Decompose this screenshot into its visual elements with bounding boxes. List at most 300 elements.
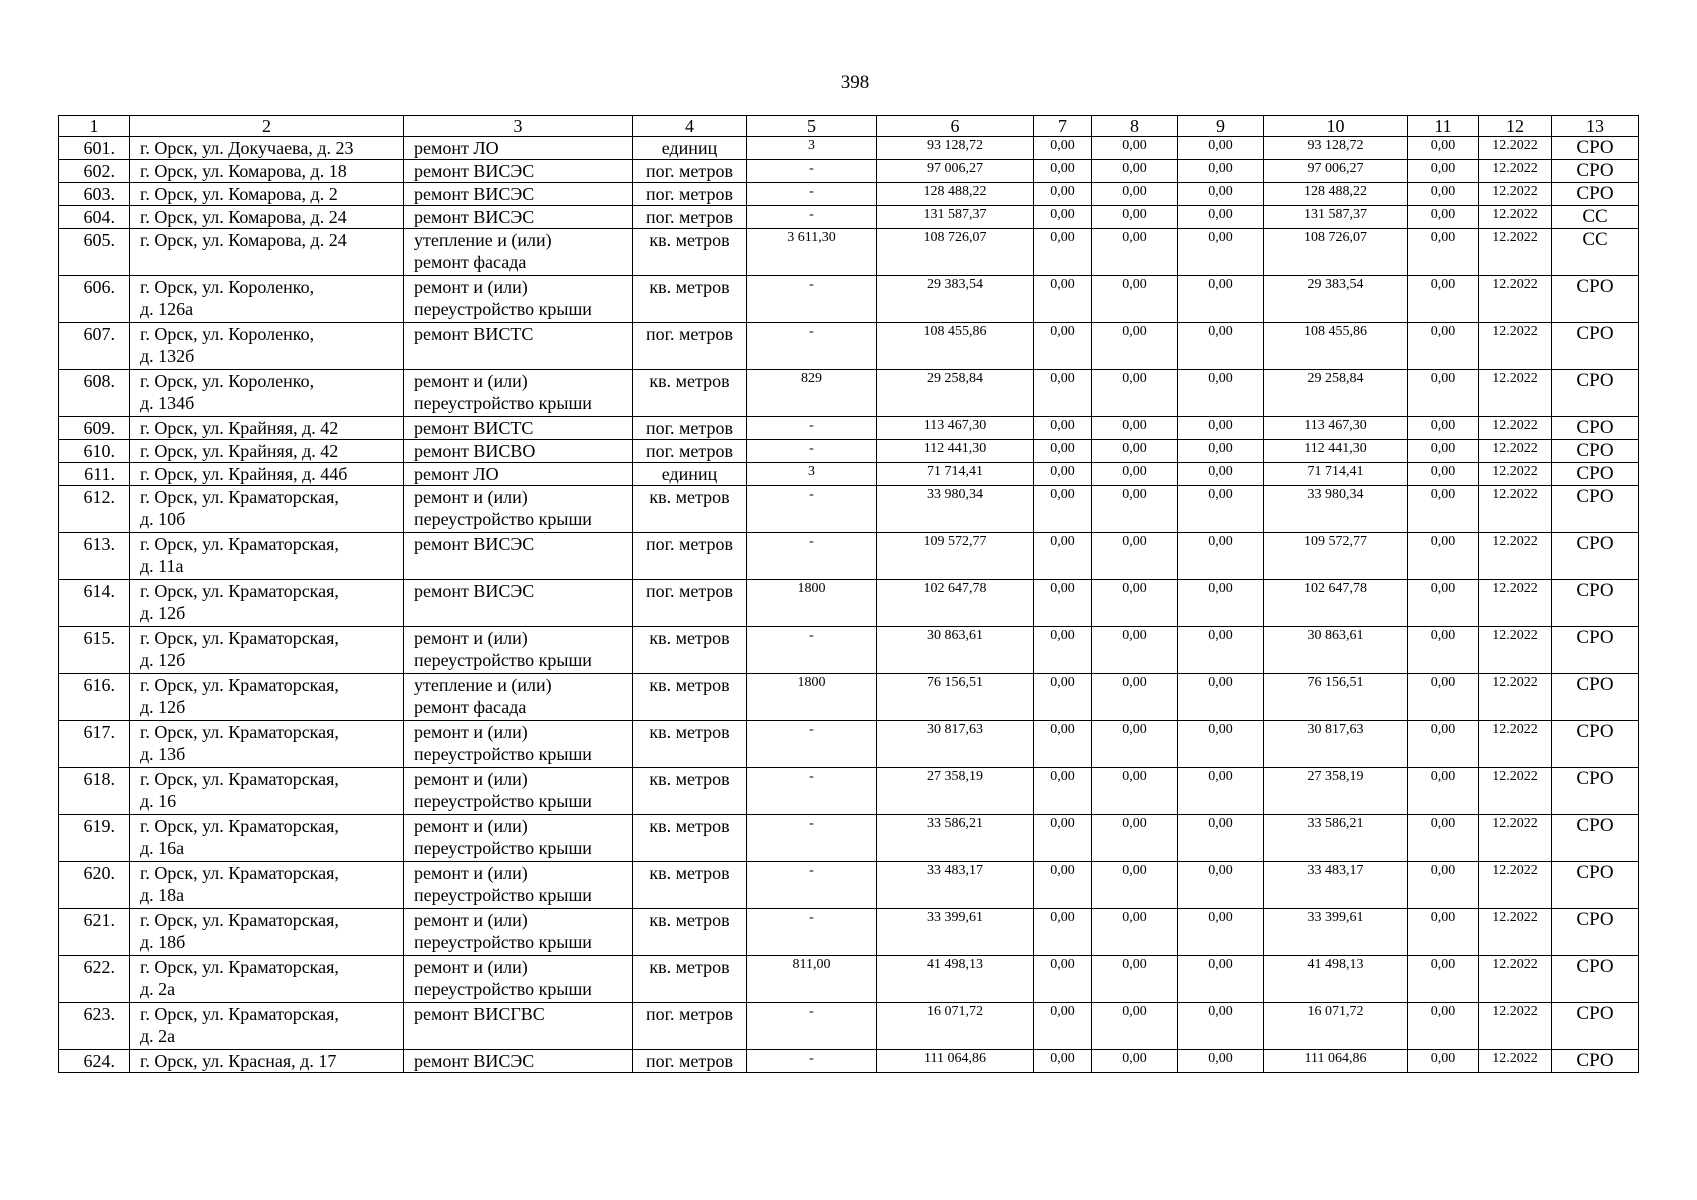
- executor-cell: СРО: [1552, 137, 1639, 160]
- date-cell: 12.2022: [1479, 417, 1552, 440]
- col7-cell: 0,00: [1034, 674, 1092, 721]
- column-header: 10: [1264, 116, 1408, 137]
- work-type-cell-line: переустройство крыши: [414, 932, 592, 952]
- table-row: [59, 909, 1639, 956]
- unit-cell: кв. метров: [633, 768, 747, 815]
- quantity-cell: -: [747, 440, 877, 463]
- col11-cell: 0,00: [1408, 229, 1479, 276]
- address-cell-line: г. Орск, ул. Краматорская,: [140, 863, 339, 883]
- address-cell: [130, 815, 404, 862]
- total-cost-cell: 33 980,34: [877, 486, 1034, 533]
- quantity-cell: 1800: [747, 674, 877, 721]
- work-type-cell-line: утепление и (или): [414, 230, 552, 250]
- table-row: [59, 370, 1639, 417]
- col11-cell: 0,00: [1408, 440, 1479, 463]
- col11-cell: 0,00: [1408, 160, 1479, 183]
- col7-cell: 0,00: [1034, 276, 1092, 323]
- table-row: [59, 721, 1639, 768]
- address-cell-line: г. Орск, ул. Краматорская,: [140, 722, 339, 742]
- col9-cell: 0,00: [1178, 370, 1264, 417]
- executor-cell: СРО: [1552, 463, 1639, 486]
- col11-cell: 0,00: [1408, 533, 1479, 580]
- quantity-cell: -: [747, 862, 877, 909]
- table-row: [59, 440, 1639, 463]
- col9-cell: 0,00: [1178, 956, 1264, 1003]
- table-row: [59, 862, 1639, 909]
- work-type-cell: [404, 206, 633, 229]
- work-type-cell: [404, 862, 633, 909]
- executor-cell: СРО: [1552, 862, 1639, 909]
- col7-cell: 0,00: [1034, 721, 1092, 768]
- col10-cell: 109 572,77: [1264, 533, 1408, 580]
- col7-cell: 0,00: [1034, 370, 1092, 417]
- date-cell: 12.2022: [1479, 463, 1552, 486]
- work-type-cell: [404, 533, 633, 580]
- work-type-cell-line: переустройство крыши: [414, 299, 592, 319]
- total-cost-cell: 33 399,61: [877, 909, 1034, 956]
- col10-cell: 71 714,41: [1264, 463, 1408, 486]
- col9-cell: 0,00: [1178, 909, 1264, 956]
- address-cell-line: г. Орск, ул. Краматорская,: [140, 628, 339, 648]
- col11-cell: 0,00: [1408, 956, 1479, 1003]
- total-cost-cell: 76 156,51: [877, 674, 1034, 721]
- work-type-cell: [404, 956, 633, 1003]
- work-type-cell-line: ремонт ВИСТС: [414, 324, 534, 344]
- row-number: 622.: [59, 956, 130, 1003]
- total-cost-cell: 112 441,30: [877, 440, 1034, 463]
- work-type-cell-line: ремонт ЛО: [414, 138, 499, 158]
- col8-cell: 0,00: [1092, 909, 1178, 956]
- address-cell: [130, 463, 404, 486]
- col9-cell: 0,00: [1178, 721, 1264, 768]
- executor-cell: СРО: [1552, 533, 1639, 580]
- address-cell: [130, 674, 404, 721]
- unit-cell: кв. метров: [633, 909, 747, 956]
- address-cell-line: г. Орск, ул. Крайняя, д. 44б: [140, 464, 348, 484]
- col10-cell: 16 071,72: [1264, 1003, 1408, 1050]
- address-cell: [130, 229, 404, 276]
- address-cell-line: г. Орск, ул. Краматорская,: [140, 1004, 339, 1024]
- executor-cell: СРО: [1552, 580, 1639, 627]
- table-row: [59, 463, 1639, 486]
- address-cell-line: г. Орск, ул. Краматорская,: [140, 957, 339, 977]
- col11-cell: 0,00: [1408, 1003, 1479, 1050]
- executor-cell: СРО: [1552, 1050, 1639, 1073]
- date-cell: 12.2022: [1479, 183, 1552, 206]
- row-number: 618.: [59, 768, 130, 815]
- work-type-cell-line: ремонт и (или): [414, 816, 528, 836]
- col8-cell: 0,00: [1092, 768, 1178, 815]
- col8-cell: 0,00: [1092, 580, 1178, 627]
- table-row: [59, 137, 1639, 160]
- col7-cell: 0,00: [1034, 533, 1092, 580]
- unit-cell: кв. метров: [633, 862, 747, 909]
- unit-cell: пог. метров: [633, 580, 747, 627]
- total-cost-cell: 30 817,63: [877, 721, 1034, 768]
- col8-cell: 0,00: [1092, 1003, 1178, 1050]
- executor-cell: СРО: [1552, 627, 1639, 674]
- executor-cell: СРО: [1552, 276, 1639, 323]
- address-cell: [130, 627, 404, 674]
- col8-cell: 0,00: [1092, 721, 1178, 768]
- work-type-cell: [404, 323, 633, 370]
- address-cell-line: г. Орск, ул. Короленко,: [140, 324, 315, 344]
- col10-cell: 33 586,21: [1264, 815, 1408, 862]
- total-cost-cell: 131 587,37: [877, 206, 1034, 229]
- col7-cell: 0,00: [1034, 206, 1092, 229]
- unit-cell: пог. метров: [633, 323, 747, 370]
- col8-cell: 0,00: [1092, 206, 1178, 229]
- col11-cell: 0,00: [1408, 580, 1479, 627]
- address-cell: [130, 183, 404, 206]
- work-type-cell-line: переустройство крыши: [414, 509, 592, 529]
- work-type-cell: [404, 160, 633, 183]
- total-cost-cell: 41 498,13: [877, 956, 1034, 1003]
- executor-cell: СРО: [1552, 721, 1639, 768]
- work-type-cell-line: переустройство крыши: [414, 393, 592, 413]
- unit-cell: кв. метров: [633, 721, 747, 768]
- col10-cell: 108 726,07: [1264, 229, 1408, 276]
- address-cell-line: д. 18б: [140, 932, 186, 952]
- address-cell-line: г. Орск, ул. Комарова, д. 24: [140, 207, 347, 227]
- unit-cell: пог. метров: [633, 533, 747, 580]
- col10-cell: 30 817,63: [1264, 721, 1408, 768]
- date-cell: 12.2022: [1479, 160, 1552, 183]
- total-cost-cell: 109 572,77: [877, 533, 1034, 580]
- table-row: [59, 768, 1639, 815]
- col11-cell: 0,00: [1408, 183, 1479, 206]
- col7-cell: 0,00: [1034, 627, 1092, 674]
- address-cell-line: г. Орск, ул. Комарова, д. 2: [140, 184, 338, 204]
- col10-cell: 41 498,13: [1264, 956, 1408, 1003]
- col7-cell: 0,00: [1034, 862, 1092, 909]
- work-type-cell-line: ремонт и (или): [414, 371, 528, 391]
- row-number: 609.: [59, 417, 130, 440]
- executor-cell: СРО: [1552, 486, 1639, 533]
- address-cell-line: г. Орск, ул. Краматорская,: [140, 581, 339, 601]
- work-type-cell-line: ремонт фасада: [414, 252, 527, 272]
- date-cell: 12.2022: [1479, 627, 1552, 674]
- work-type-cell: [404, 370, 633, 417]
- address-cell-line: г. Орск, ул. Докучаева, д. 23: [140, 138, 354, 158]
- address-cell-line: д. 13б: [140, 744, 186, 764]
- work-type-cell-line: ремонт ВИСЭС: [414, 534, 535, 554]
- quantity-cell: 3: [747, 463, 877, 486]
- col11-cell: 0,00: [1408, 486, 1479, 533]
- executor-cell: СРО: [1552, 768, 1639, 815]
- date-cell: 12.2022: [1479, 1003, 1552, 1050]
- total-cost-cell: 108 726,07: [877, 229, 1034, 276]
- col8-cell: 0,00: [1092, 160, 1178, 183]
- address-cell-line: д. 12б: [140, 603, 186, 623]
- total-cost-cell: 30 863,61: [877, 627, 1034, 674]
- unit-cell: кв. метров: [633, 370, 747, 417]
- unit-cell: кв. метров: [633, 276, 747, 323]
- address-cell-line: г. Орск, ул. Короленко,: [140, 371, 315, 391]
- total-cost-cell: 108 455,86: [877, 323, 1034, 370]
- row-number: 605.: [59, 229, 130, 276]
- table-row: [59, 815, 1639, 862]
- table-row: [59, 486, 1639, 533]
- work-type-cell-line: переустройство крыши: [414, 650, 592, 670]
- executor-cell: СРО: [1552, 440, 1639, 463]
- row-number: 601.: [59, 137, 130, 160]
- column-header: 12: [1479, 116, 1552, 137]
- address-cell: [130, 768, 404, 815]
- col8-cell: 0,00: [1092, 440, 1178, 463]
- quantity-cell: -: [747, 627, 877, 674]
- address-cell-line: д. 18а: [140, 885, 185, 905]
- col8-cell: 0,00: [1092, 862, 1178, 909]
- executor-cell: СРО: [1552, 160, 1639, 183]
- col9-cell: 0,00: [1178, 862, 1264, 909]
- work-type-cell-line: переустройство крыши: [414, 744, 592, 764]
- date-cell: 12.2022: [1479, 674, 1552, 721]
- col9-cell: 0,00: [1178, 463, 1264, 486]
- work-type-cell-line: ремонт и (или): [414, 769, 528, 789]
- col7-cell: 0,00: [1034, 417, 1092, 440]
- address-cell-line: д. 10б: [140, 509, 186, 529]
- address-cell-line: г. Орск, ул. Краматорская,: [140, 675, 339, 695]
- table-row: [59, 1003, 1639, 1050]
- work-type-cell: [404, 721, 633, 768]
- work-type-cell-line: переустройство крыши: [414, 885, 592, 905]
- quantity-cell: -: [747, 323, 877, 370]
- col11-cell: 0,00: [1408, 674, 1479, 721]
- work-type-cell-line: переустройство крыши: [414, 791, 592, 811]
- col9-cell: 0,00: [1178, 229, 1264, 276]
- work-type-cell-line: ремонт ВИСЭС: [414, 184, 535, 204]
- column-number-row: [59, 116, 1639, 137]
- date-cell: 12.2022: [1479, 229, 1552, 276]
- quantity-cell: 3 611,30: [747, 229, 877, 276]
- column-header: 8: [1092, 116, 1178, 137]
- col9-cell: 0,00: [1178, 160, 1264, 183]
- quantity-cell: 3: [747, 137, 877, 160]
- address-cell-line: г. Орск, ул. Красная, д. 17: [140, 1051, 337, 1071]
- col11-cell: 0,00: [1408, 1050, 1479, 1073]
- work-type-cell: [404, 674, 633, 721]
- col11-cell: 0,00: [1408, 370, 1479, 417]
- total-cost-cell: 33 483,17: [877, 862, 1034, 909]
- table-row: [59, 956, 1639, 1003]
- col10-cell: 27 358,19: [1264, 768, 1408, 815]
- table-row: [59, 206, 1639, 229]
- column-header: 2: [130, 116, 404, 137]
- address-cell: [130, 862, 404, 909]
- col8-cell: 0,00: [1092, 627, 1178, 674]
- quantity-cell: -: [747, 417, 877, 440]
- unit-cell: единиц: [633, 137, 747, 160]
- col7-cell: 0,00: [1034, 1003, 1092, 1050]
- col11-cell: 0,00: [1408, 323, 1479, 370]
- col11-cell: 0,00: [1408, 206, 1479, 229]
- col7-cell: 0,00: [1034, 323, 1092, 370]
- table-row: [59, 674, 1639, 721]
- col10-cell: 102 647,78: [1264, 580, 1408, 627]
- work-type-cell-line: ремонт ВИСЭС: [414, 1051, 535, 1071]
- row-number: 613.: [59, 533, 130, 580]
- quantity-cell: 1800: [747, 580, 877, 627]
- date-cell: 12.2022: [1479, 815, 1552, 862]
- col8-cell: 0,00: [1092, 137, 1178, 160]
- row-number: 610.: [59, 440, 130, 463]
- address-cell: [130, 370, 404, 417]
- col7-cell: 0,00: [1034, 956, 1092, 1003]
- col9-cell: 0,00: [1178, 417, 1264, 440]
- total-cost-cell: 102 647,78: [877, 580, 1034, 627]
- col11-cell: 0,00: [1408, 815, 1479, 862]
- row-number: 616.: [59, 674, 130, 721]
- work-type-cell-line: переустройство крыши: [414, 838, 592, 858]
- capital-repair-table: [58, 115, 1639, 1073]
- column-header: 13: [1552, 116, 1639, 137]
- column-header: 4: [633, 116, 747, 137]
- work-type-cell-line: ремонт фасада: [414, 697, 527, 717]
- col10-cell: 29 258,84: [1264, 370, 1408, 417]
- col9-cell: 0,00: [1178, 815, 1264, 862]
- row-number: 621.: [59, 909, 130, 956]
- address-cell-line: г. Орск, ул. Крайняя, д. 42: [140, 441, 339, 461]
- unit-cell: единиц: [633, 463, 747, 486]
- address-cell-line: г. Орск, ул. Комарова, д. 18: [140, 161, 347, 181]
- address-cell-line: д. 16а: [140, 838, 185, 858]
- col8-cell: 0,00: [1092, 1050, 1178, 1073]
- quantity-cell: -: [747, 486, 877, 533]
- unit-cell: кв. метров: [633, 486, 747, 533]
- work-type-cell-line: ремонт и (или): [414, 628, 528, 648]
- col11-cell: 0,00: [1408, 768, 1479, 815]
- date-cell: 12.2022: [1479, 323, 1552, 370]
- table-row: [59, 323, 1639, 370]
- work-type-cell-line: ремонт и (или): [414, 487, 528, 507]
- column-header: 9: [1178, 116, 1264, 137]
- work-type-cell: [404, 137, 633, 160]
- col7-cell: 0,00: [1034, 768, 1092, 815]
- date-cell: 12.2022: [1479, 909, 1552, 956]
- quantity-cell: -: [747, 1003, 877, 1050]
- executor-cell: СРО: [1552, 370, 1639, 417]
- work-type-cell: [404, 183, 633, 206]
- quantity-cell: 811,00: [747, 956, 877, 1003]
- work-type-cell: [404, 276, 633, 323]
- col9-cell: 0,00: [1178, 580, 1264, 627]
- col11-cell: 0,00: [1408, 417, 1479, 440]
- col7-cell: 0,00: [1034, 486, 1092, 533]
- address-cell: [130, 276, 404, 323]
- total-cost-cell: 27 358,19: [877, 768, 1034, 815]
- col11-cell: 0,00: [1408, 862, 1479, 909]
- col7-cell: 0,00: [1034, 580, 1092, 627]
- quantity-cell: -: [747, 909, 877, 956]
- col11-cell: 0,00: [1408, 627, 1479, 674]
- work-type-cell: [404, 463, 633, 486]
- address-cell-line: г. Орск, ул. Краматорская,: [140, 769, 339, 789]
- address-cell-line: г. Орск, ул. Краматорская,: [140, 487, 339, 507]
- date-cell: 12.2022: [1479, 137, 1552, 160]
- col10-cell: 33 980,34: [1264, 486, 1408, 533]
- unit-cell: пог. метров: [633, 1003, 747, 1050]
- col7-cell: 0,00: [1034, 440, 1092, 463]
- work-type-cell-line: ремонт и (или): [414, 722, 528, 742]
- column-header: 1: [59, 116, 130, 137]
- date-cell: 12.2022: [1479, 1050, 1552, 1073]
- total-cost-cell: 29 258,84: [877, 370, 1034, 417]
- address-cell-line: д. 132б: [140, 346, 195, 366]
- address-cell: [130, 486, 404, 533]
- address-cell-line: д. 126а: [140, 299, 194, 319]
- col9-cell: 0,00: [1178, 674, 1264, 721]
- quantity-cell: -: [747, 206, 877, 229]
- address-cell: [130, 160, 404, 183]
- col10-cell: 93 128,72: [1264, 137, 1408, 160]
- date-cell: 12.2022: [1479, 206, 1552, 229]
- col8-cell: 0,00: [1092, 229, 1178, 276]
- quantity-cell: -: [747, 1050, 877, 1073]
- work-type-cell-line: ремонт ВИСВО: [414, 441, 536, 461]
- address-cell: [130, 580, 404, 627]
- address-cell-line: д. 134б: [140, 393, 195, 413]
- table-row: [59, 229, 1639, 276]
- unit-cell: пог. метров: [633, 417, 747, 440]
- address-cell-line: д. 12б: [140, 697, 186, 717]
- col10-cell: 113 467,30: [1264, 417, 1408, 440]
- address-cell: [130, 440, 404, 463]
- column-header: 11: [1408, 116, 1479, 137]
- col7-cell: 0,00: [1034, 909, 1092, 956]
- date-cell: 12.2022: [1479, 862, 1552, 909]
- table-row: [59, 276, 1639, 323]
- unit-cell: кв. метров: [633, 815, 747, 862]
- col7-cell: 0,00: [1034, 229, 1092, 276]
- address-cell: [130, 206, 404, 229]
- col10-cell: 97 006,27: [1264, 160, 1408, 183]
- col10-cell: 76 156,51: [1264, 674, 1408, 721]
- row-number: 619.: [59, 815, 130, 862]
- col10-cell: 128 488,22: [1264, 183, 1408, 206]
- address-cell-line: г. Орск, ул. Короленко,: [140, 277, 315, 297]
- work-type-cell-line: ремонт ВИСЭС: [414, 581, 535, 601]
- address-cell-line: д. 2а: [140, 979, 176, 999]
- address-cell: [130, 417, 404, 440]
- unit-cell: пог. метров: [633, 160, 747, 183]
- row-number: 614.: [59, 580, 130, 627]
- row-number: 603.: [59, 183, 130, 206]
- address-cell-line: д. 11а: [140, 556, 184, 576]
- work-type-cell-line: ремонт ВИСЭС: [414, 161, 535, 181]
- executor-cell: СРО: [1552, 674, 1639, 721]
- col7-cell: 0,00: [1034, 160, 1092, 183]
- col8-cell: 0,00: [1092, 183, 1178, 206]
- address-cell: [130, 533, 404, 580]
- executor-cell: СРО: [1552, 323, 1639, 370]
- quantity-cell: -: [747, 160, 877, 183]
- work-type-cell: [404, 580, 633, 627]
- col7-cell: 0,00: [1034, 183, 1092, 206]
- address-cell-line: д. 2а: [140, 1026, 176, 1046]
- col8-cell: 0,00: [1092, 533, 1178, 580]
- row-number: 624.: [59, 1050, 130, 1073]
- col8-cell: 0,00: [1092, 417, 1178, 440]
- unit-cell: пог. метров: [633, 206, 747, 229]
- col8-cell: 0,00: [1092, 323, 1178, 370]
- address-cell-line: д. 16: [140, 791, 177, 811]
- table-row: [59, 1050, 1639, 1073]
- col8-cell: 0,00: [1092, 276, 1178, 323]
- col11-cell: 0,00: [1408, 137, 1479, 160]
- address-cell-line: г. Орск, ул. Краматорская,: [140, 816, 339, 836]
- work-type-cell-line: ремонт ВИСЭС: [414, 207, 535, 227]
